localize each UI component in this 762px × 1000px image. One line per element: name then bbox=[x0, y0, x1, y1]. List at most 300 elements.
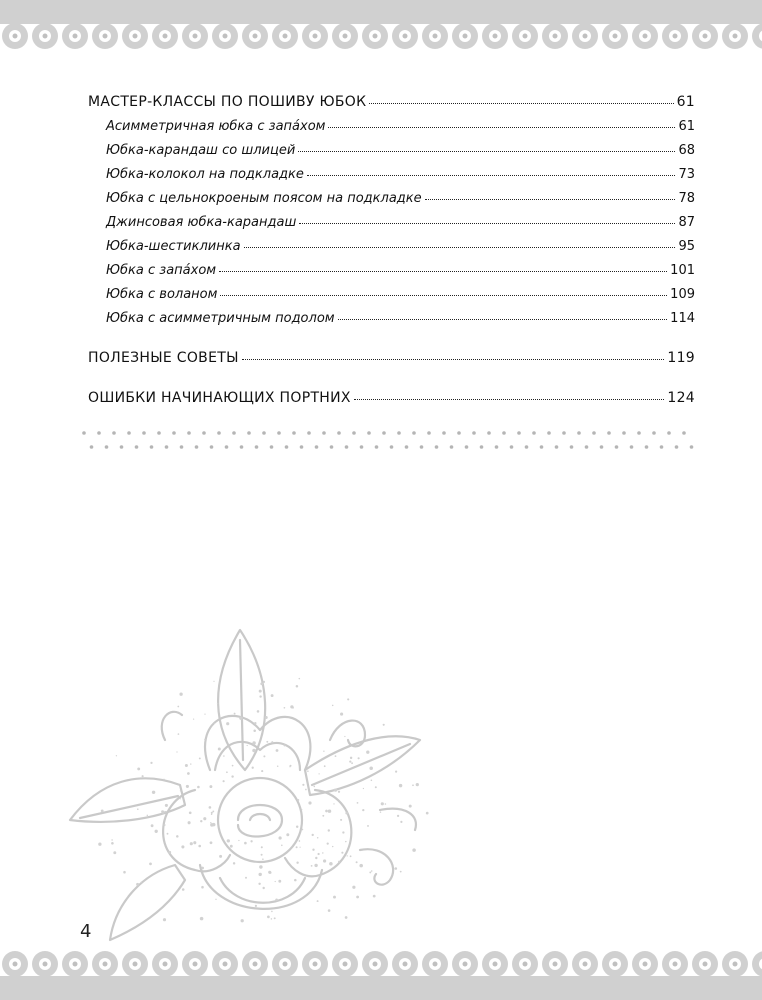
speckle bbox=[281, 845, 283, 847]
speckle bbox=[188, 821, 191, 824]
speckle bbox=[200, 917, 204, 921]
speckle bbox=[345, 841, 346, 842]
speckle bbox=[284, 707, 286, 709]
lace-dot bbox=[283, 34, 288, 39]
speckle bbox=[296, 685, 299, 688]
speckle bbox=[317, 853, 319, 855]
divider-dot bbox=[637, 431, 641, 435]
speckle bbox=[168, 851, 171, 854]
toc-entry-page: 73 bbox=[678, 167, 695, 182]
lace-dot bbox=[493, 34, 498, 39]
speckle bbox=[223, 780, 225, 782]
speckle bbox=[101, 809, 104, 812]
bottom-lace-border-icon bbox=[0, 944, 762, 1000]
lace-dot bbox=[703, 34, 708, 39]
speckle bbox=[369, 767, 373, 771]
divider-dot bbox=[352, 431, 356, 435]
divider-dot bbox=[570, 445, 574, 449]
lace-dot bbox=[223, 962, 228, 967]
divider-dot bbox=[180, 445, 184, 449]
divider-dot bbox=[247, 431, 251, 435]
speckle bbox=[190, 842, 193, 845]
speckle bbox=[193, 718, 194, 719]
divider-dot bbox=[157, 431, 161, 435]
speckle bbox=[275, 898, 278, 901]
divider-dot bbox=[540, 445, 544, 449]
lace-dot bbox=[523, 34, 528, 39]
lace-dot bbox=[73, 34, 78, 39]
toc-entry-page: 119 bbox=[667, 350, 695, 366]
divider-dot bbox=[360, 445, 364, 449]
speckle bbox=[340, 713, 343, 716]
speckle bbox=[328, 809, 331, 812]
speckle bbox=[137, 808, 139, 810]
lace-dot bbox=[733, 34, 738, 39]
speckle bbox=[98, 843, 101, 846]
speckle bbox=[219, 855, 222, 858]
speckle bbox=[371, 780, 373, 782]
speckle bbox=[179, 693, 182, 696]
divider-dot bbox=[442, 431, 446, 435]
toc-entry-page: 109 bbox=[670, 287, 695, 302]
lace-dot bbox=[553, 34, 558, 39]
speckle bbox=[333, 896, 336, 899]
toc-entry-page: 78 bbox=[678, 191, 695, 206]
speckle bbox=[167, 833, 169, 835]
speckle bbox=[356, 896, 359, 899]
speckle bbox=[367, 825, 369, 827]
lace-dot bbox=[133, 962, 138, 967]
speckle bbox=[323, 751, 324, 752]
speckle bbox=[338, 861, 340, 863]
lace-dot bbox=[493, 962, 498, 967]
speckle bbox=[190, 763, 191, 764]
divider-dot bbox=[682, 431, 686, 435]
divider-dot bbox=[112, 431, 116, 435]
dot-leader bbox=[354, 398, 665, 400]
lace-dot bbox=[403, 34, 408, 39]
divider-dot bbox=[382, 431, 386, 435]
speckle bbox=[178, 733, 180, 735]
speckle bbox=[176, 751, 177, 752]
speckle bbox=[200, 820, 202, 822]
divider-dot bbox=[420, 445, 424, 449]
speckle bbox=[383, 724, 385, 726]
speckle bbox=[294, 879, 297, 882]
lace-dot bbox=[613, 34, 618, 39]
speckle bbox=[252, 767, 254, 769]
speckle bbox=[345, 916, 348, 919]
divider-dot bbox=[240, 445, 244, 449]
speckle bbox=[329, 862, 333, 866]
lace-dot bbox=[103, 34, 108, 39]
speckle bbox=[351, 762, 353, 764]
divider-dot bbox=[277, 431, 281, 435]
dot-leader bbox=[244, 246, 676, 248]
divider-dot bbox=[630, 445, 634, 449]
speckle bbox=[257, 710, 260, 713]
dot-leader bbox=[220, 294, 667, 296]
speckle bbox=[394, 867, 397, 870]
divider-dot bbox=[285, 445, 289, 449]
divider-dot bbox=[330, 445, 334, 449]
divider-dot bbox=[90, 445, 94, 449]
toc-entry[interactable] bbox=[88, 108, 695, 134]
speckle bbox=[381, 802, 384, 805]
divider-dot bbox=[150, 445, 154, 449]
speckle bbox=[269, 872, 271, 874]
speckle bbox=[193, 841, 196, 844]
speckle bbox=[217, 703, 218, 704]
speckle bbox=[226, 771, 228, 773]
lace-dot bbox=[283, 962, 288, 967]
lace-dot bbox=[583, 962, 588, 967]
divider-dot bbox=[172, 431, 176, 435]
lace-dot bbox=[643, 962, 648, 967]
speckle bbox=[347, 855, 348, 856]
speckle bbox=[313, 786, 315, 788]
toc-entry-page: 87 bbox=[678, 215, 695, 230]
speckle bbox=[400, 821, 402, 823]
lace-dot bbox=[373, 34, 378, 39]
speckle bbox=[152, 791, 155, 794]
speckle bbox=[261, 770, 263, 772]
divider-dot bbox=[450, 445, 454, 449]
speckle bbox=[163, 824, 165, 826]
speckle bbox=[155, 830, 158, 833]
dot-leader bbox=[219, 270, 667, 272]
divider-dot bbox=[675, 445, 679, 449]
speckle bbox=[254, 722, 256, 724]
lace-dot bbox=[253, 962, 258, 967]
speckle bbox=[302, 829, 304, 831]
speckle bbox=[250, 840, 252, 842]
speckle bbox=[176, 835, 179, 838]
divider-dot bbox=[397, 431, 401, 435]
speckle bbox=[201, 867, 204, 870]
divider-dot bbox=[502, 431, 506, 435]
speckle bbox=[136, 883, 139, 886]
lace-dot bbox=[523, 962, 528, 967]
toc-entry-title: Юбка с цельнокроеным поясом на подкладке bbox=[106, 191, 422, 206]
divider-dot bbox=[225, 445, 229, 449]
speckle bbox=[297, 799, 299, 801]
speckle bbox=[177, 706, 179, 708]
speckle bbox=[341, 852, 343, 854]
speckle bbox=[262, 887, 264, 889]
toc-entry-section[interactable] bbox=[88, 340, 695, 366]
speckle bbox=[227, 839, 230, 842]
speckle bbox=[234, 713, 236, 715]
lace-dot bbox=[133, 34, 138, 39]
toc-entry-page: 124 bbox=[667, 390, 695, 406]
speckle bbox=[214, 723, 215, 724]
speckle bbox=[328, 829, 330, 831]
lace-dot bbox=[673, 34, 678, 39]
speckle bbox=[111, 839, 112, 840]
speckle bbox=[275, 881, 276, 882]
speckle bbox=[210, 841, 213, 844]
divider-dot bbox=[600, 445, 604, 449]
speckle bbox=[380, 811, 381, 812]
divider-dot bbox=[217, 431, 221, 435]
speckle bbox=[362, 809, 364, 811]
speckle bbox=[385, 803, 387, 805]
speckle bbox=[359, 864, 363, 868]
speckle bbox=[181, 845, 184, 848]
divider-dot bbox=[532, 431, 536, 435]
divider-dot bbox=[307, 431, 311, 435]
divider-dot bbox=[405, 445, 409, 449]
divider-dot bbox=[457, 431, 461, 435]
toc-entry[interactable] bbox=[88, 180, 695, 206]
divider-dot bbox=[487, 431, 491, 435]
toc-entry-page: 95 bbox=[678, 239, 695, 254]
speckle bbox=[259, 695, 261, 697]
speckle bbox=[300, 847, 301, 848]
lace-dot bbox=[433, 34, 438, 39]
speckle bbox=[412, 784, 414, 786]
divider-dot bbox=[97, 431, 101, 435]
toc-entry[interactable] bbox=[88, 300, 695, 326]
lace-dot bbox=[733, 962, 738, 967]
lace-dot bbox=[433, 962, 438, 967]
divider-dot bbox=[660, 445, 664, 449]
divider-dot bbox=[255, 445, 259, 449]
speckle bbox=[338, 791, 340, 793]
divider-dot bbox=[195, 445, 199, 449]
lace-dot bbox=[463, 962, 468, 967]
divider-dot bbox=[510, 445, 514, 449]
speckle bbox=[113, 851, 116, 854]
divider-dot bbox=[82, 431, 86, 435]
speckle bbox=[165, 811, 167, 813]
speckle bbox=[244, 842, 247, 845]
divider-dot bbox=[495, 445, 499, 449]
speckle bbox=[399, 784, 402, 787]
toc-entry-title: ОШИБКИ НАЧИНАЮЩИХ ПОРТНИХ bbox=[88, 390, 351, 406]
speckle bbox=[149, 863, 152, 866]
divider-dot bbox=[322, 431, 326, 435]
lace-dot bbox=[163, 962, 168, 967]
toc-entry-title: Юбка с воланом bbox=[106, 287, 218, 302]
divider-dot bbox=[547, 431, 551, 435]
speckle bbox=[356, 861, 358, 863]
speckle bbox=[426, 812, 429, 815]
speckle bbox=[332, 705, 334, 707]
speckle bbox=[333, 803, 334, 804]
speckle bbox=[189, 811, 192, 814]
speckle bbox=[241, 919, 244, 922]
speckle bbox=[416, 783, 419, 786]
speckle bbox=[187, 772, 190, 775]
speckle bbox=[340, 819, 342, 821]
toc-entry-page: 101 bbox=[670, 263, 695, 278]
lace-dot bbox=[163, 34, 168, 39]
speckle bbox=[301, 809, 302, 810]
speckle bbox=[373, 895, 376, 898]
divider-dot bbox=[270, 445, 274, 449]
speckle bbox=[204, 713, 205, 714]
toc-entry-title: Юбка с запáхом bbox=[106, 263, 217, 278]
speckle bbox=[278, 836, 281, 839]
speckle bbox=[213, 681, 214, 682]
speckle bbox=[258, 883, 260, 885]
top-lace-border-icon bbox=[0, 0, 762, 56]
dot-leader bbox=[328, 126, 675, 128]
speckle bbox=[197, 786, 200, 789]
speckle bbox=[318, 773, 319, 774]
speckle bbox=[259, 690, 262, 693]
speckle bbox=[247, 745, 248, 746]
speckle bbox=[305, 789, 307, 791]
divider-dot bbox=[615, 445, 619, 449]
toc-entry[interactable] bbox=[88, 156, 695, 182]
toc-entry-title: Юбка-карандаш со шлицей bbox=[106, 143, 296, 158]
divider-dot bbox=[292, 431, 296, 435]
speckle bbox=[395, 771, 397, 773]
toc-entry[interactable] bbox=[88, 132, 695, 158]
divider-dot bbox=[585, 445, 589, 449]
divider-dot bbox=[202, 431, 206, 435]
speckle bbox=[357, 802, 359, 804]
divider-dot bbox=[262, 431, 266, 435]
speckle bbox=[299, 840, 301, 842]
speckle bbox=[267, 916, 270, 919]
speckle bbox=[271, 918, 273, 920]
speckle bbox=[271, 911, 273, 913]
divider-dot bbox=[127, 431, 131, 435]
toc-entry-title: ПОЛЕЗНЫЕ СОВЕТЫ bbox=[88, 350, 239, 366]
speckle bbox=[315, 857, 317, 859]
speckle bbox=[289, 765, 291, 767]
divider-dot bbox=[375, 445, 379, 449]
divider-dot bbox=[142, 431, 146, 435]
speckle bbox=[258, 873, 261, 876]
toc-entry[interactable] bbox=[88, 276, 695, 302]
lace-dot bbox=[343, 34, 348, 39]
speckle bbox=[161, 810, 164, 813]
toc-entry[interactable] bbox=[88, 204, 695, 230]
dot-leader bbox=[242, 358, 665, 360]
divider-dot bbox=[577, 431, 581, 435]
lace-dot bbox=[193, 962, 198, 967]
speckle bbox=[230, 845, 233, 848]
divider-dot bbox=[105, 445, 109, 449]
speckle bbox=[328, 909, 331, 912]
speckle bbox=[352, 886, 355, 889]
speckle bbox=[290, 705, 293, 708]
divider-dot bbox=[435, 445, 439, 449]
divider-dot bbox=[187, 431, 191, 435]
speckle bbox=[262, 858, 264, 860]
speckle bbox=[278, 880, 281, 883]
speckle bbox=[327, 842, 329, 844]
speckle bbox=[350, 757, 352, 759]
speckle bbox=[151, 824, 154, 827]
speckle bbox=[311, 865, 313, 867]
divider-dot bbox=[345, 445, 349, 449]
speckle bbox=[317, 900, 319, 902]
divider-dot bbox=[367, 431, 371, 435]
speckle bbox=[252, 749, 256, 753]
speckle bbox=[209, 785, 212, 788]
speckle bbox=[111, 842, 114, 845]
speckle bbox=[259, 865, 262, 868]
divider-dot bbox=[645, 445, 649, 449]
divider-dot bbox=[232, 431, 236, 435]
toc-entry-title: Юбка с асимметричным подолом bbox=[106, 311, 335, 326]
speckle bbox=[366, 751, 369, 754]
speckle bbox=[185, 764, 188, 767]
dot-leader bbox=[298, 150, 675, 152]
speckle bbox=[163, 779, 165, 781]
speckle bbox=[344, 736, 345, 737]
speckle bbox=[263, 755, 265, 757]
lace-dot bbox=[583, 34, 588, 39]
speckle bbox=[322, 852, 323, 853]
speckle bbox=[412, 848, 416, 852]
speckle bbox=[409, 805, 412, 808]
page-number: 4 bbox=[80, 921, 92, 942]
lace-dot bbox=[13, 962, 18, 967]
toc-entry-section[interactable] bbox=[88, 84, 695, 110]
lace-dot bbox=[253, 34, 258, 39]
speckle bbox=[203, 817, 206, 820]
toc-entry-section[interactable] bbox=[88, 380, 695, 406]
speckle bbox=[232, 765, 234, 767]
divider-dot bbox=[607, 431, 611, 435]
speckle bbox=[180, 790, 182, 792]
lace-dot bbox=[703, 962, 708, 967]
divider-dot bbox=[465, 445, 469, 449]
toc-entry-title: Асимметричная юбка с запáхом bbox=[106, 119, 326, 134]
divider-dot bbox=[315, 445, 319, 449]
toc-entry[interactable] bbox=[88, 228, 695, 254]
dot-leader bbox=[369, 102, 673, 104]
speckle bbox=[363, 788, 364, 789]
lace-dot bbox=[73, 962, 78, 967]
speckle bbox=[137, 767, 140, 770]
speckle bbox=[271, 741, 273, 743]
speckle bbox=[345, 812, 348, 815]
speckle bbox=[212, 810, 214, 812]
speckle bbox=[308, 801, 311, 804]
lace-dot bbox=[463, 34, 468, 39]
speckle bbox=[296, 846, 298, 848]
divider-dot bbox=[480, 445, 484, 449]
divider-dot bbox=[337, 431, 341, 435]
toc-entry[interactable] bbox=[88, 252, 695, 278]
speckle bbox=[260, 682, 263, 685]
speckle bbox=[369, 871, 371, 873]
speckle bbox=[147, 815, 148, 816]
speckle bbox=[350, 855, 352, 857]
speckle bbox=[307, 770, 309, 772]
speckle bbox=[261, 854, 263, 856]
speckle bbox=[276, 749, 279, 752]
lace-dot bbox=[43, 962, 48, 967]
lace-dot bbox=[673, 962, 678, 967]
speckle bbox=[342, 831, 344, 833]
divider-dot bbox=[427, 431, 431, 435]
divider-dot bbox=[517, 431, 521, 435]
speckle bbox=[201, 886, 204, 889]
speckle bbox=[261, 846, 263, 848]
divider-dot bbox=[165, 445, 169, 449]
speckle bbox=[296, 862, 298, 864]
speckle bbox=[332, 846, 333, 847]
